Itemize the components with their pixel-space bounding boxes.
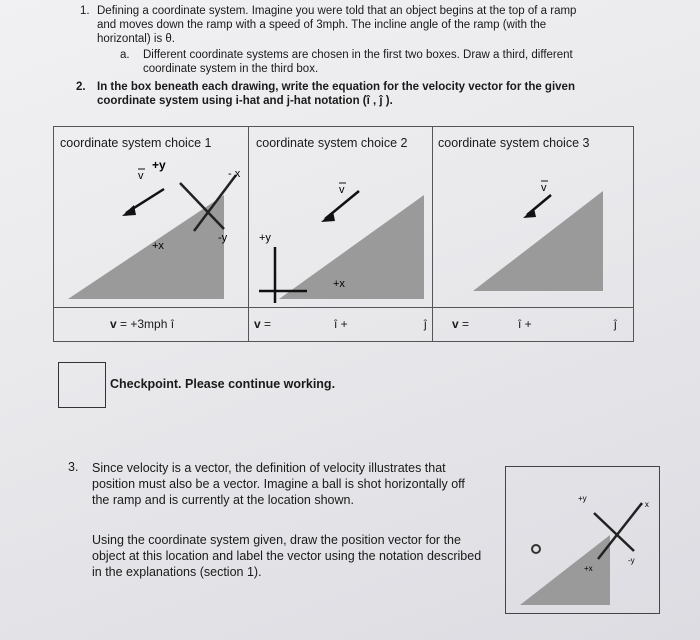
q3-figure-box [505, 466, 660, 614]
q3-text-line-3: the ramp and is currently at the location shown. [92, 493, 354, 507]
q2-text-line-2: coordinate system using i-hat and j-hat notation (î , ĵ ). [97, 95, 393, 107]
equation-2 [254, 317, 271, 331]
axis-label-plus-y: +y [152, 158, 166, 172]
q3-number: 3. [68, 460, 79, 474]
ball [532, 545, 540, 553]
equation-1-text: = +3mph î [120, 317, 175, 331]
coordinate-system-table [53, 126, 634, 342]
axis-label-plus-x: +x [152, 240, 164, 252]
equation-3-prefix: = [462, 317, 470, 331]
q3-figure-drawing [506, 467, 659, 613]
v-label-3: v [541, 182, 547, 194]
q1-text-line-2: and moves down the ramp with a speed of 3mph. The incline angle of the ramp (with the [97, 19, 547, 31]
header-choice-2: coordinate system choice 2 [256, 136, 408, 150]
v-label-1: v [138, 170, 144, 182]
q3-text-line-5: object at this location and label the vector using the notation described [92, 549, 482, 563]
equation-2-prefix: = [264, 317, 272, 331]
header-choice-3: coordinate system choice 3 [438, 136, 590, 150]
v-symbol-1: v [110, 317, 117, 331]
v-symbol-3: v [452, 317, 459, 331]
axis-label-plus-x-2: +x [333, 278, 345, 290]
panel-1-drawing [54, 127, 248, 307]
q1a-text-line-1: Different coordinate systems are chosen in the first two boxes. Draw a third, different [143, 49, 573, 61]
q3-text-line-1: Since velocity is a vector, the definition of velocity illustrates that [92, 461, 446, 475]
q2-text-line-1: In the box beneath each drawing, write the equation for the velocity vector for the given [97, 81, 575, 93]
q1a-text-line-2: coordinate system in the third box. [143, 63, 319, 75]
q2-number: 2. [76, 81, 86, 93]
table-row-divider [54, 307, 633, 308]
q1-number: 1. [80, 5, 90, 17]
q3-label-minus-x: - x [640, 500, 649, 509]
equation-2-i: î + [334, 317, 348, 331]
ramp-2 [279, 195, 424, 299]
checkpoint-checkbox[interactable] [58, 362, 106, 408]
velocity-arrowhead-1 [122, 205, 136, 216]
velocity-arrowhead-3 [523, 208, 536, 218]
q3-text-line-4: Using the coordinate system given, draw the position vector for the [92, 533, 461, 547]
q3-text-line-6: in the explanations (section 1). [92, 565, 262, 579]
velocity-arrowhead-2 [321, 211, 335, 222]
v-label-2: v [339, 184, 345, 196]
checkpoint-label: Checkpoint. Please continue working. [110, 377, 336, 391]
header-choice-1: coordinate system choice 1 [60, 136, 212, 150]
q3-label-plus-y: +y [578, 494, 587, 503]
equation-2-j: ĵ [424, 317, 427, 331]
panel-2-drawing [249, 127, 432, 307]
axis-label-minus-x: - x [228, 168, 241, 180]
axis-label-plus-y-2: +y [259, 232, 271, 244]
q3-label-plus-x: +x [584, 564, 593, 573]
equation-1 [110, 317, 174, 331]
q3-axis-line-b [598, 503, 642, 559]
v-symbol-2: v [254, 317, 261, 331]
equation-3-i: î + [518, 317, 532, 331]
q1-text-line-1: Defining a coordinate system. Imagine you were told that an object begins at the top of a ramp [97, 5, 577, 17]
axis-label-minus-y: -y [218, 232, 228, 244]
equation-3-j: ĵ [614, 317, 617, 331]
ramp-1 [68, 195, 224, 299]
q1a-label: a. [120, 49, 130, 61]
q1-text-line-3: horizontal) is θ. [97, 33, 175, 45]
panel-3-drawing [433, 127, 633, 307]
equation-3 [452, 317, 469, 331]
q3-text-line-2: position must also be a vector. Imagine a ball is shot horizontally off [92, 477, 465, 491]
q3-label-minus-y: -y [628, 556, 635, 565]
